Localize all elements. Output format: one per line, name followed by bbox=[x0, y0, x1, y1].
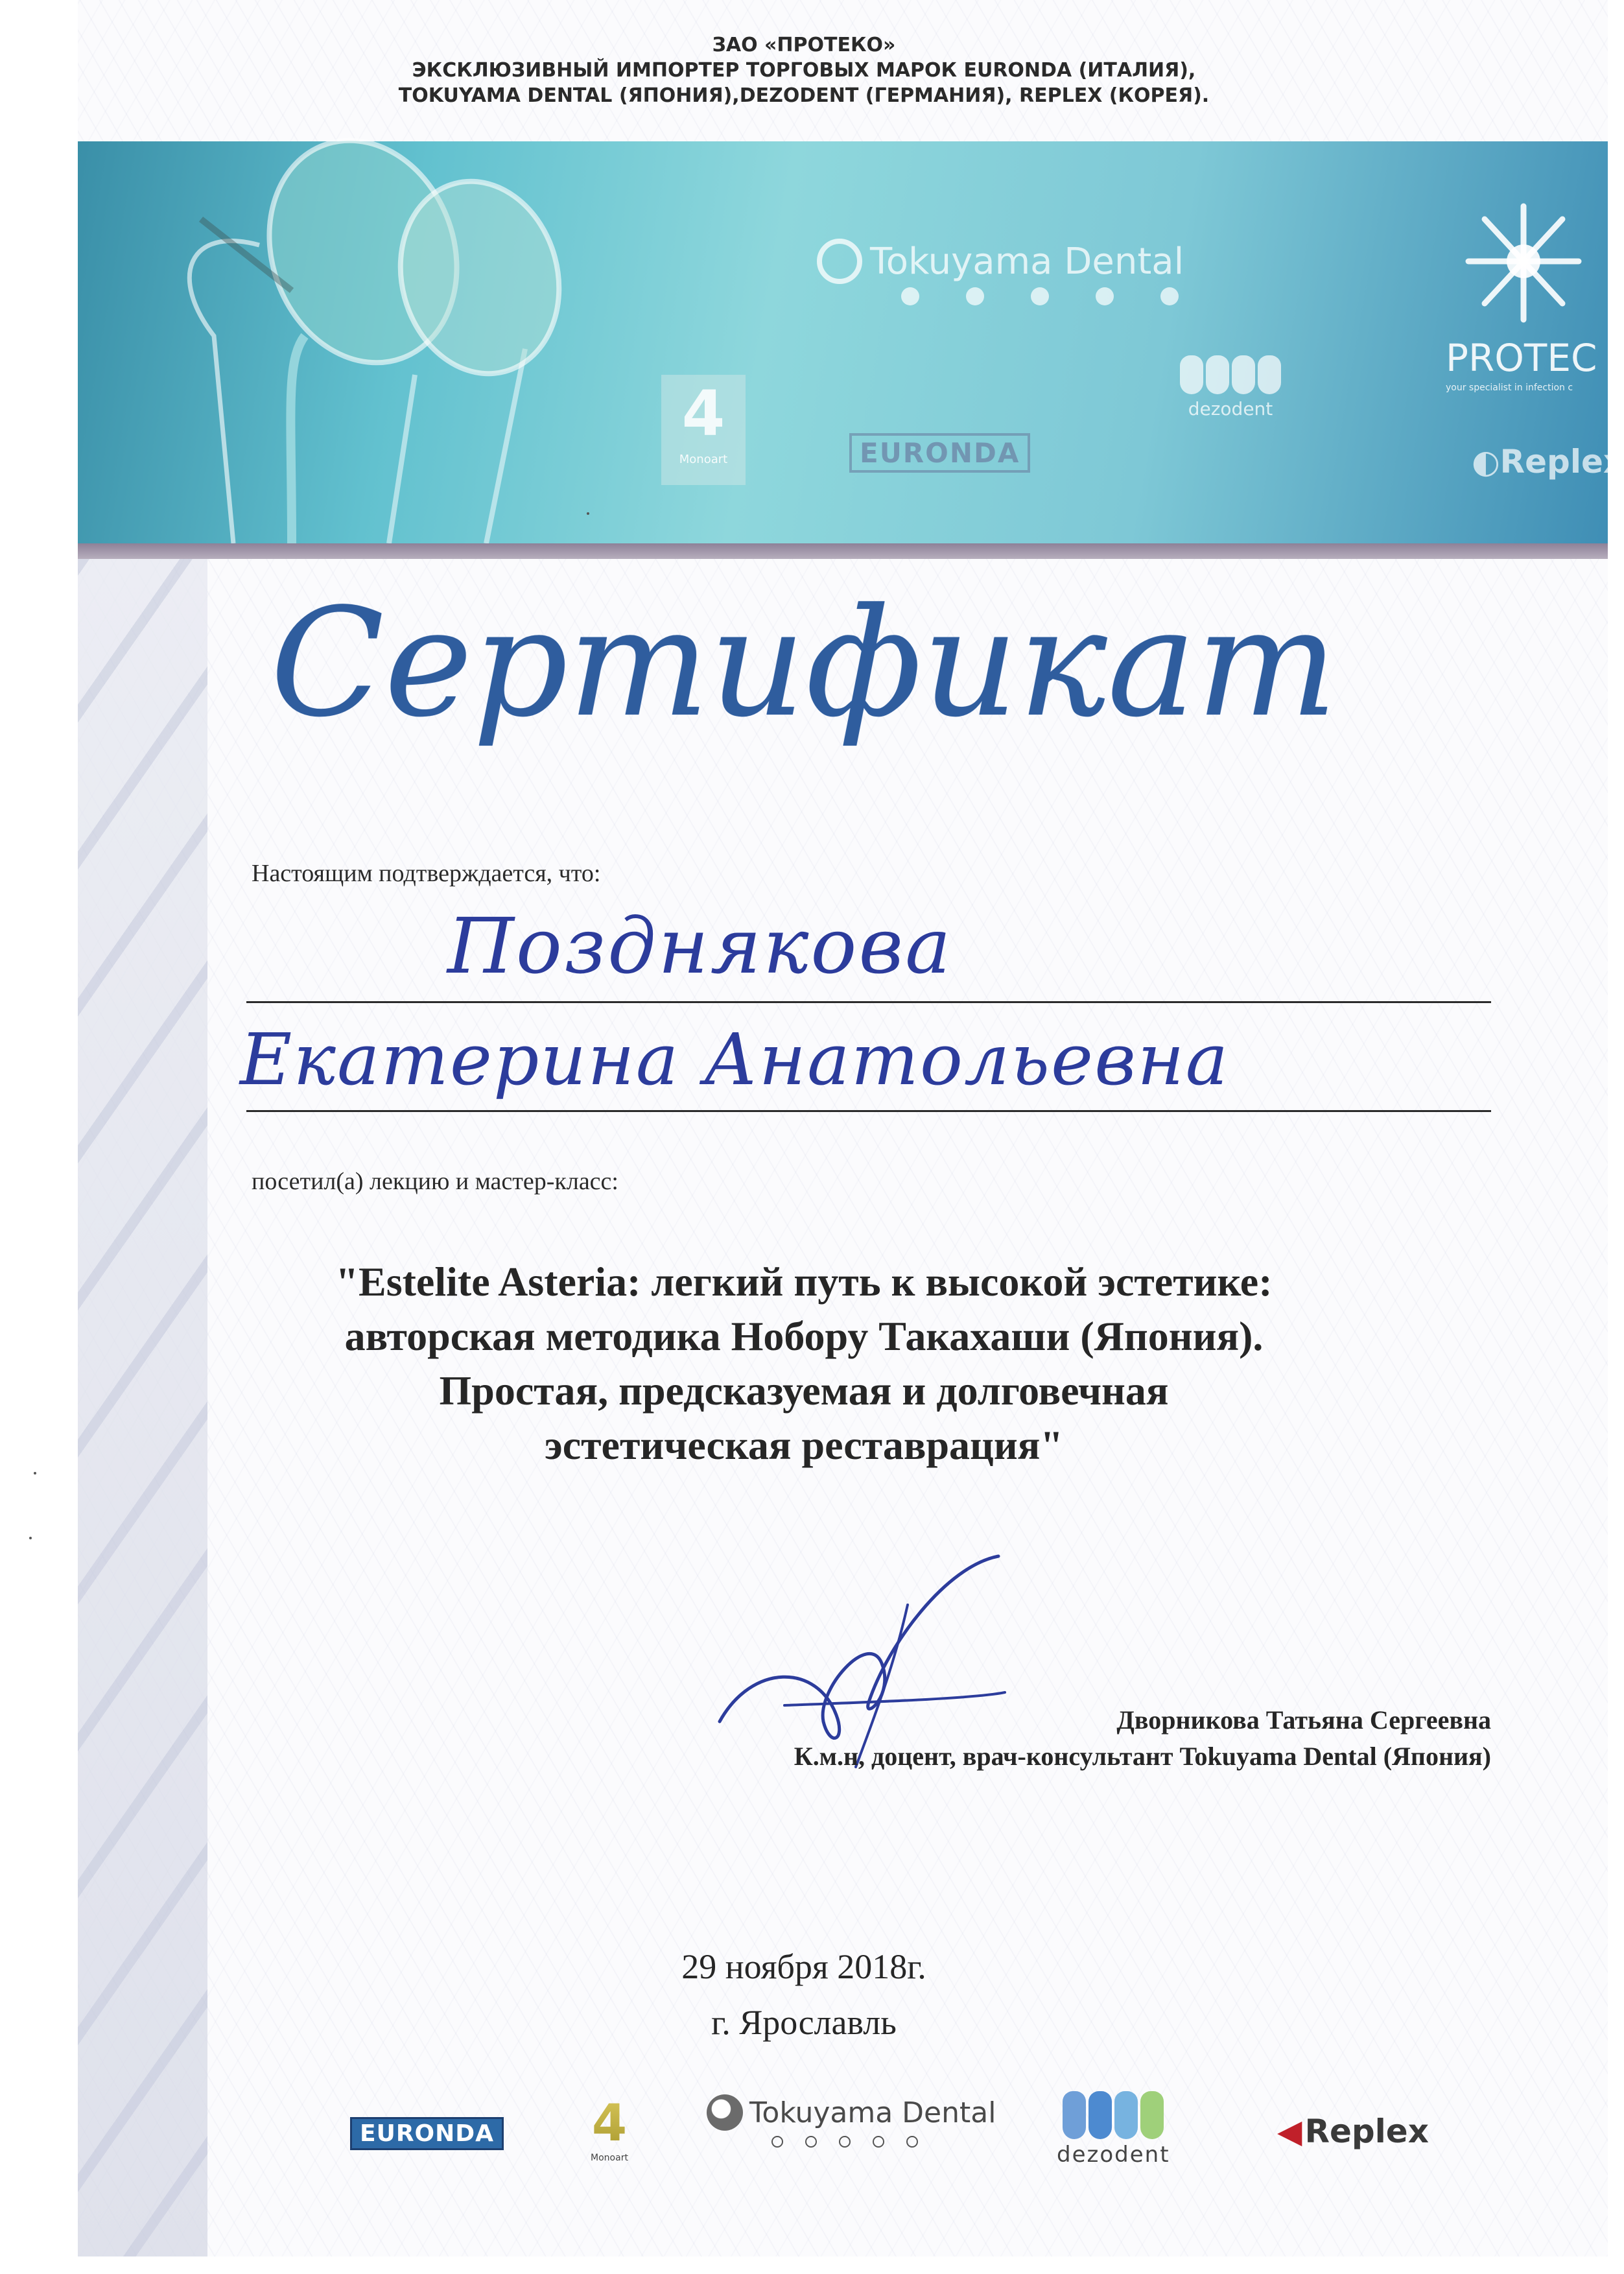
course-title-line: эстетическая реставрация" bbox=[545, 1422, 1063, 1468]
monoart-icon: 4 bbox=[681, 377, 725, 450]
dot-icon bbox=[966, 287, 984, 305]
banner-replex-logo: ◐Replex bbox=[1472, 443, 1624, 480]
footer-dezodent-logo: dezodent bbox=[1057, 2091, 1170, 2168]
banner-tokuyama-logo: Tokuyama Dental bbox=[817, 239, 1184, 284]
course-title-line: авторская методика Нобору Такахаши (Япония). bbox=[344, 1313, 1264, 1359]
issue-date: 29 ноября 2018г. bbox=[681, 1947, 926, 1986]
tokuyama-icon bbox=[707, 2094, 743, 2131]
issuer-company: ЗАО «ПРОТЕКО» bbox=[712, 34, 896, 56]
banner-euronda-logo: EURONDA bbox=[849, 433, 1030, 473]
issuer-header bbox=[0, 32, 1608, 108]
issue-city: г. Ярославль bbox=[711, 2003, 897, 2042]
banner-dots bbox=[901, 287, 1225, 307]
dot-icon bbox=[901, 287, 919, 305]
protec-sunburst-icon bbox=[1465, 200, 1582, 323]
course-title-line: "Estelite Asteria: легкий путь к высокой эстетике: bbox=[335, 1259, 1273, 1305]
dezodent-teeth-icon bbox=[1057, 2091, 1170, 2139]
dental-mirrors-illustration bbox=[78, 141, 726, 543]
banner-protec-logo: PROTEC bbox=[1446, 336, 1597, 380]
replex-icon: ◀ bbox=[1277, 2113, 1302, 2150]
replex-icon: ◐ bbox=[1472, 443, 1500, 480]
certificate-title: Сертификат bbox=[270, 577, 1338, 750]
protec-tagline: your specialist in infection c bbox=[1446, 383, 1573, 393]
scan-speck bbox=[587, 512, 589, 515]
confirmation-text: Настоящим подтверждается, что: bbox=[252, 860, 601, 887]
signer-name: Дворникова Татьяна Сергеевна bbox=[1116, 1705, 1491, 1735]
tokuyama-icon bbox=[817, 239, 862, 284]
footer-logos bbox=[0, 2081, 1608, 2192]
dot-icon bbox=[1031, 287, 1049, 305]
course-title bbox=[0, 1255, 1608, 1473]
monoart-icon: 4 bbox=[587, 2094, 632, 2153]
tokuyama-dots bbox=[771, 2136, 996, 2148]
footer-monoart-logo: 4 Monoart bbox=[587, 2094, 632, 2163]
dot-icon bbox=[1160, 287, 1179, 305]
date-place bbox=[0, 1939, 1608, 2050]
issuer-description-line2: TOKUYAMA DENTAL (ЯПОНИЯ),DEZODENT (ГЕРМАНИЯ), REPLEX (КОРЕЯ). bbox=[398, 84, 1210, 107]
banner-monoart-logo: 4 Monoart bbox=[661, 375, 746, 485]
name-underline-2 bbox=[246, 1110, 1491, 1112]
signer-title: К.м.н, доцент, врач-консультант Tokuyama Dental (Япония) bbox=[794, 1742, 1491, 1771]
scan-speck bbox=[29, 1537, 32, 1539]
brand-banner bbox=[78, 141, 1624, 543]
dot-icon bbox=[1096, 287, 1114, 305]
recipient-given-names: Екатерина Анатольевна bbox=[240, 1018, 1230, 1101]
footer-replex-logo: ◀Replex bbox=[1277, 2113, 1429, 2150]
recipient-surname: Позднякова bbox=[447, 901, 953, 991]
footer-tokuyama-logo: Tokuyama Dental bbox=[707, 2094, 996, 2148]
attendance-text: посетил(а) лекцию и мастер-класс: bbox=[252, 1168, 618, 1195]
footer-euronda-logo: EURONDA bbox=[350, 2117, 504, 2150]
course-title-line: Простая, предсказуемая и долговечная bbox=[439, 1368, 1169, 1414]
signer-block bbox=[794, 1702, 1491, 1775]
banner-dezodent-logo: dezodent bbox=[1180, 355, 1281, 420]
scan-speck bbox=[34, 1472, 36, 1475]
banner-border bbox=[78, 543, 1608, 559]
issuer-description-line1: ЭКСКЛЮЗИВНЫЙ ИМПОРТЕР ТОРГОВЫХ МАРОК EURONDA (ИТАЛИЯ), bbox=[412, 59, 1196, 82]
dezodent-teeth-icon bbox=[1180, 355, 1281, 394]
name-underline-1 bbox=[246, 1001, 1491, 1003]
